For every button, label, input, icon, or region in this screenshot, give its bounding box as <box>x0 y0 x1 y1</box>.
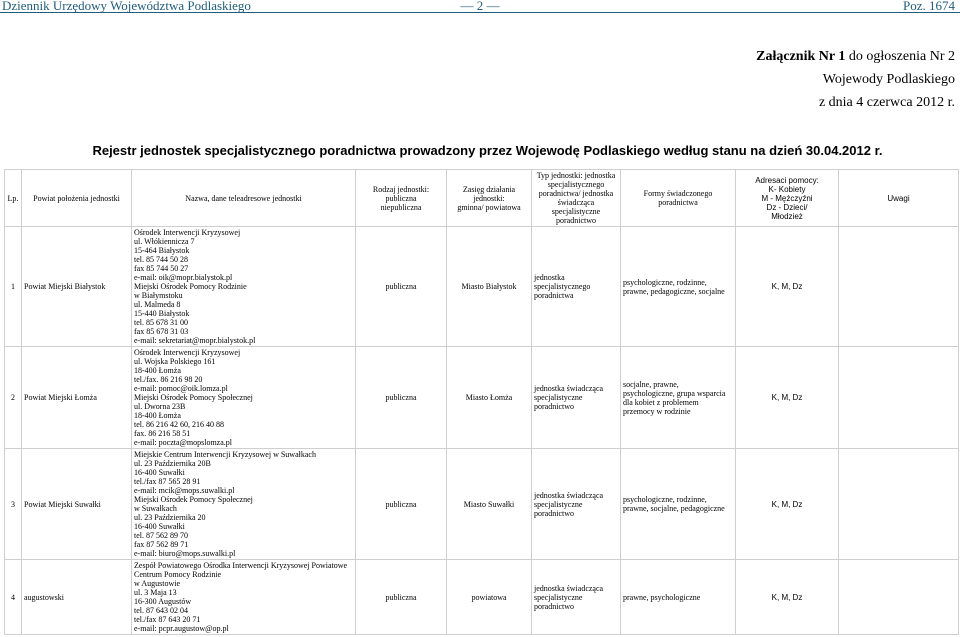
cell-formy: psychologiczne, rodzinne, prawne, pedagogiczne, socjalne <box>621 227 736 347</box>
annex-reference: do ogłoszenia Nr 2 <box>848 49 955 64</box>
cell-rodzaj: publiczna <box>356 227 447 347</box>
column-header-typ: Typ jednostki: jednostka specjalistycznego poradnictwa/ jednostka świadcząca specjalistyczne poradnictwo <box>532 170 621 227</box>
cell-rodzaj: publiczna <box>356 347 447 449</box>
page-number: — 2 — <box>460 0 500 13</box>
cell-zasieg: Miasto Suwałki <box>447 449 532 560</box>
journal-title: Dziennik Urzędowy Województwa Podlaskiego <box>2 0 251 13</box>
register-table <box>4 169 959 635</box>
cell-formy: psychologiczne, rodzinne, prawne, socjalne, pedagogiczne <box>621 449 736 560</box>
cell-powiat: Powiat Miejski Suwałki <box>22 449 132 560</box>
cell-uwagi <box>839 347 959 449</box>
table-row <box>5 227 959 347</box>
cell-formy: socjalne, prawne, psychologiczne, grupa wsparcia dla kobiet z problemem przemocy w rodzinie <box>621 347 736 449</box>
column-header-powiat: Powiat położenia jednostki <box>22 170 132 227</box>
column-header-rodzaj: Rodzaj jednostki: publiczna niepubliczna <box>356 170 447 227</box>
column-header-uwagi: Uwagi <box>839 170 959 227</box>
cell-rodzaj: publiczna <box>356 560 447 635</box>
cell-powiat: augustowski <box>22 560 132 635</box>
cell-powiat: Powiat Miejski Łomża <box>22 347 132 449</box>
column-header-lp: Lp. <box>5 170 22 227</box>
cell-zasieg: Miasto Białystok <box>447 227 532 347</box>
annex-block <box>756 45 955 114</box>
cell-lp: 2 <box>5 347 22 449</box>
column-header-adresaci: Adresaci pomocy: K- Kobiety M - Mężczyźni Dz - Dzieci/ Młodzież <box>736 170 839 227</box>
cell-rodzaj: publiczna <box>356 449 447 560</box>
table-header-row <box>5 170 959 227</box>
table-row <box>5 560 959 635</box>
cell-typ: jednostka świadcząca specjalistyczne poradnictwo <box>532 347 621 449</box>
journal-running-header <box>0 0 960 13</box>
cell-typ: jednostka świadcząca specjalistyczne poradnictwo <box>532 560 621 635</box>
cell-lp: 1 <box>5 227 22 347</box>
cell-zasieg: powiatowa <box>447 560 532 635</box>
cell-lp: 3 <box>5 449 22 560</box>
cell-adresaci: K, M, Dz <box>736 449 839 560</box>
cell-adresaci: K, M, Dz <box>736 560 839 635</box>
annex-line <box>756 45 955 68</box>
cell-uwagi <box>839 227 959 347</box>
annex-label: Załącznik Nr 1 <box>756 49 846 64</box>
annex-issuer: Wojewody Podlaskiego <box>822 72 955 87</box>
cell-adresaci: K, M, Dz <box>736 347 839 449</box>
annex-date: z dnia 4 czerwca 2012 r. <box>818 95 955 110</box>
document-title: Rejestr jednostek specjalistycznego poradnictwa prowadzony przez Wojewodę Podlaskiego według stanu na dzień 30.04.2012 r. <box>92 143 883 158</box>
column-header-nazwa: Nazwa, dane teleadresowe jednostki <box>132 170 356 227</box>
table-row <box>5 347 959 449</box>
cell-zasieg: Miasto Łomża <box>447 347 532 449</box>
cell-nazwa: Zespół Powiatowego Ośrodka Interwencji Kryzysowej Powiatowe Centrum Pomocy Rodzinie w Augustowie ul. 3 Maja 13 16-300 Augustów tel. 87 643 02 04 tel./fax 87 643 20 71 e-mail: pcpr.augustow@op.pl <box>132 560 356 635</box>
cell-adresaci: K, M, Dz <box>736 227 839 347</box>
column-header-formy: Formy świadczonego poradnictwa <box>621 170 736 227</box>
cell-uwagi <box>839 560 959 635</box>
cell-nazwa: Ośrodek Interwencji Kryzysowej ul. Wojska Polskiego 161 18-400 Łomża tel./fax. 86 216 98 20 e-mail: pomoc@oik.lomza.pl Miejski Ośrodek Pomocy Społecznej ul. Dworna 23B 18-400 Łomża tel. 86 216 42 60, 216 40 88 fax. 86 216 58 51 e-mail: poczta@mopslomza.pl <box>132 347 356 449</box>
cell-typ: jednostka świadcząca specjalistyczne poradnictwo <box>532 449 621 560</box>
cell-powiat: Powiat Miejski Białystok <box>22 227 132 347</box>
column-header-zasieg: Zasięg działania jednostki: gminna/ powiatowa <box>447 170 532 227</box>
cell-nazwa: Ośrodek Interwencji Kryzysowej ul. Włókiennicza 7 15-464 Białystok tel. 85 744 50 28 fax 85 744 50 27 e-mail: oik@mopr.bialystok.pl Miejski Ośrodek Pomocy Rodzinie w Białymstoku ul. Malmeda 8 15-440 Białystok tel. 85 678 31 00 fax 85 678 31 03 e-mail: sekretariat@mopr.bialystok.pl <box>132 227 356 347</box>
cell-lp: 4 <box>5 560 22 635</box>
cell-nazwa: Miejskie Centrum Interwencji Kryzysowej w Suwałkach ul. 23 Października 20B 16-400 Suwałki tel./fax 87 565 28 91 e-mail: mcik@mops.suwalki.pl Miejski Ośrodek Pomocy Społecznej w Suwałkach ul. 23 Października 20 16-400 Suwałki tel. 87 562 89 70 fax 87 562 89 71 e-mail: biuro@mops.suwalki.pl <box>132 449 356 560</box>
cell-uwagi <box>839 449 959 560</box>
cell-formy: prawne, psychologiczne <box>621 560 736 635</box>
cell-typ: jednostka specjalistycznego poradnictwa <box>532 227 621 347</box>
item-number: Poz. 1674 <box>903 0 955 13</box>
table-row <box>5 449 959 560</box>
